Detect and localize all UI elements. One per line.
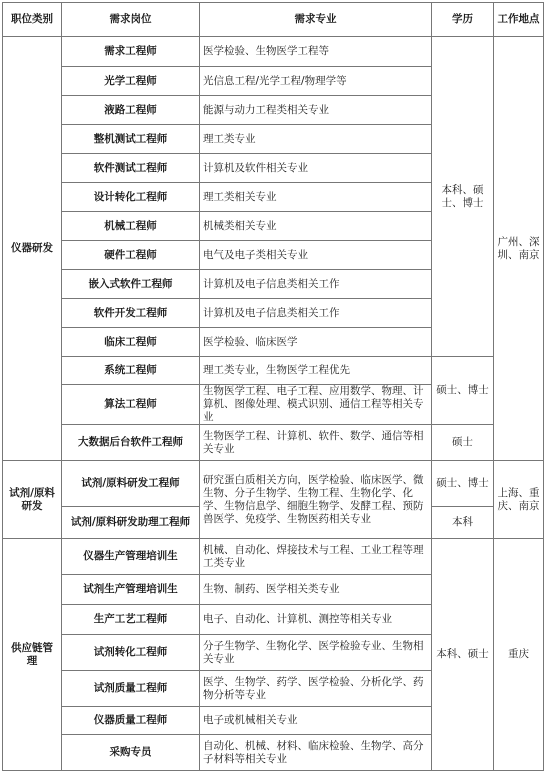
position-cell: 嵌入式软件工程师 [62,270,200,299]
major-cell: 光信息工程/光学工程/物理学等 [200,67,432,96]
major-cell: 生物医学工程、计算机、软件、数学、通信等相关专业 [200,425,432,461]
table-row [3,539,544,575]
major-cell: 机械类相关专业 [200,212,432,241]
table-header-row [3,3,544,37]
table-row [3,357,544,385]
header-major: 需求专业 [200,3,432,37]
position-cell: 软件开发工程师 [62,299,200,328]
major-cell: 理工类专业，生物医学工程优先 [200,357,432,385]
category-cell: 供应链管理 [3,539,62,771]
position-cell: 整机测试工程师 [62,125,200,154]
major-cell: 生物、制药、医学相关类专业 [200,575,432,605]
major-cell: 分子生物学、生物化学、医学检验专业、生物相关专业 [200,635,432,671]
major-cell: 理工类专业 [200,125,432,154]
major-cell: 计算机及软件相关专业 [200,154,432,183]
table-row [3,461,544,507]
table-row [3,37,544,67]
header-location: 工作地点 [494,3,544,37]
major-cell: 医学、生物学、药学、医学检验、分析化学、药物分析等专业 [200,671,432,707]
header-position: 需求岗位 [62,3,200,37]
major-cell: 医学检验、生物医学工程等 [200,37,432,67]
major-cell: 能源与动力工程类相关专业 [200,96,432,125]
major-cell: 电子、自动化、计算机、测控等相关专业 [200,605,432,635]
header-education: 学历 [432,3,494,37]
position-cell: 生产工艺工程师 [62,605,200,635]
position-cell: 临床工程师 [62,328,200,357]
major-cell: 计算机及电子信息类相关工作 [200,299,432,328]
recruitment-table [2,2,544,771]
major-cell: 计算机及电子信息类相关工作 [200,270,432,299]
education-cell: 硕士、博士 [432,357,494,425]
location-cell: 广州、深圳、南京 [494,37,544,461]
position-cell: 试剂/原料研发工程师 [62,461,200,507]
position-cell: 机械工程师 [62,212,200,241]
position-cell: 仪器质量工程师 [62,707,200,735]
position-cell: 液路工程师 [62,96,200,125]
major-cell: 机械、自动化、焊接技术与工程、工业工程等理工类专业 [200,539,432,575]
position-cell: 仪器生产管理培训生 [62,539,200,575]
position-cell: 光学工程师 [62,67,200,96]
education-cell: 硕士 [432,425,494,461]
position-cell: 硬件工程师 [62,241,200,270]
position-cell: 系统工程师 [62,357,200,385]
category-cell: 试剂/原料研发 [3,461,62,539]
education-cell: 硕士、博士 [432,461,494,507]
location-cell: 重庆 [494,539,544,771]
major-cell: 电气及电子类相关专业 [200,241,432,270]
major-cell: 生物医学工程、电子工程、应用数学、物理、计算机、图像处理、模式识别、通信工程等相关专业 [200,385,432,425]
position-cell: 试剂/原料研发助理工程师 [62,507,200,539]
position-cell: 大数据后台软件工程师 [62,425,200,461]
position-cell: 试剂质量工程师 [62,671,200,707]
major-cell: 医学检验、临床医学 [200,328,432,357]
position-cell: 试剂转化工程师 [62,635,200,671]
position-cell: 采购专员 [62,735,200,771]
major-cell: 自动化、机械、材料、临床检验、生物学、高分子材料等相关专业 [200,735,432,771]
position-cell: 软件测试工程师 [62,154,200,183]
position-cell: 设计转化工程师 [62,183,200,212]
position-cell: 需求工程师 [62,37,200,67]
education-cell: 本科 [432,507,494,539]
position-cell: 试剂生产管理培训生 [62,575,200,605]
category-cell: 仪器研发 [3,37,62,461]
major-cell: 研究蛋白质相关方向，医学检验、临床医学、微生物、分子生物学、生物工程、生物化学、化学、生物信息学、细胞生物学、发酵工程、预防兽医学、免疫学、生物医药相关专业 [200,461,432,539]
education-cell: 本科、硕士 [432,539,494,771]
major-cell: 理工类相关专业 [200,183,432,212]
location-cell: 上海、重庆、南京 [494,461,544,539]
table-row [3,425,544,461]
education-cell: 本科、硕士、博士 [432,37,494,357]
position-cell: 算法工程师 [62,385,200,425]
major-cell: 电子或机械相关专业 [200,707,432,735]
header-category: 职位类别 [3,3,62,37]
